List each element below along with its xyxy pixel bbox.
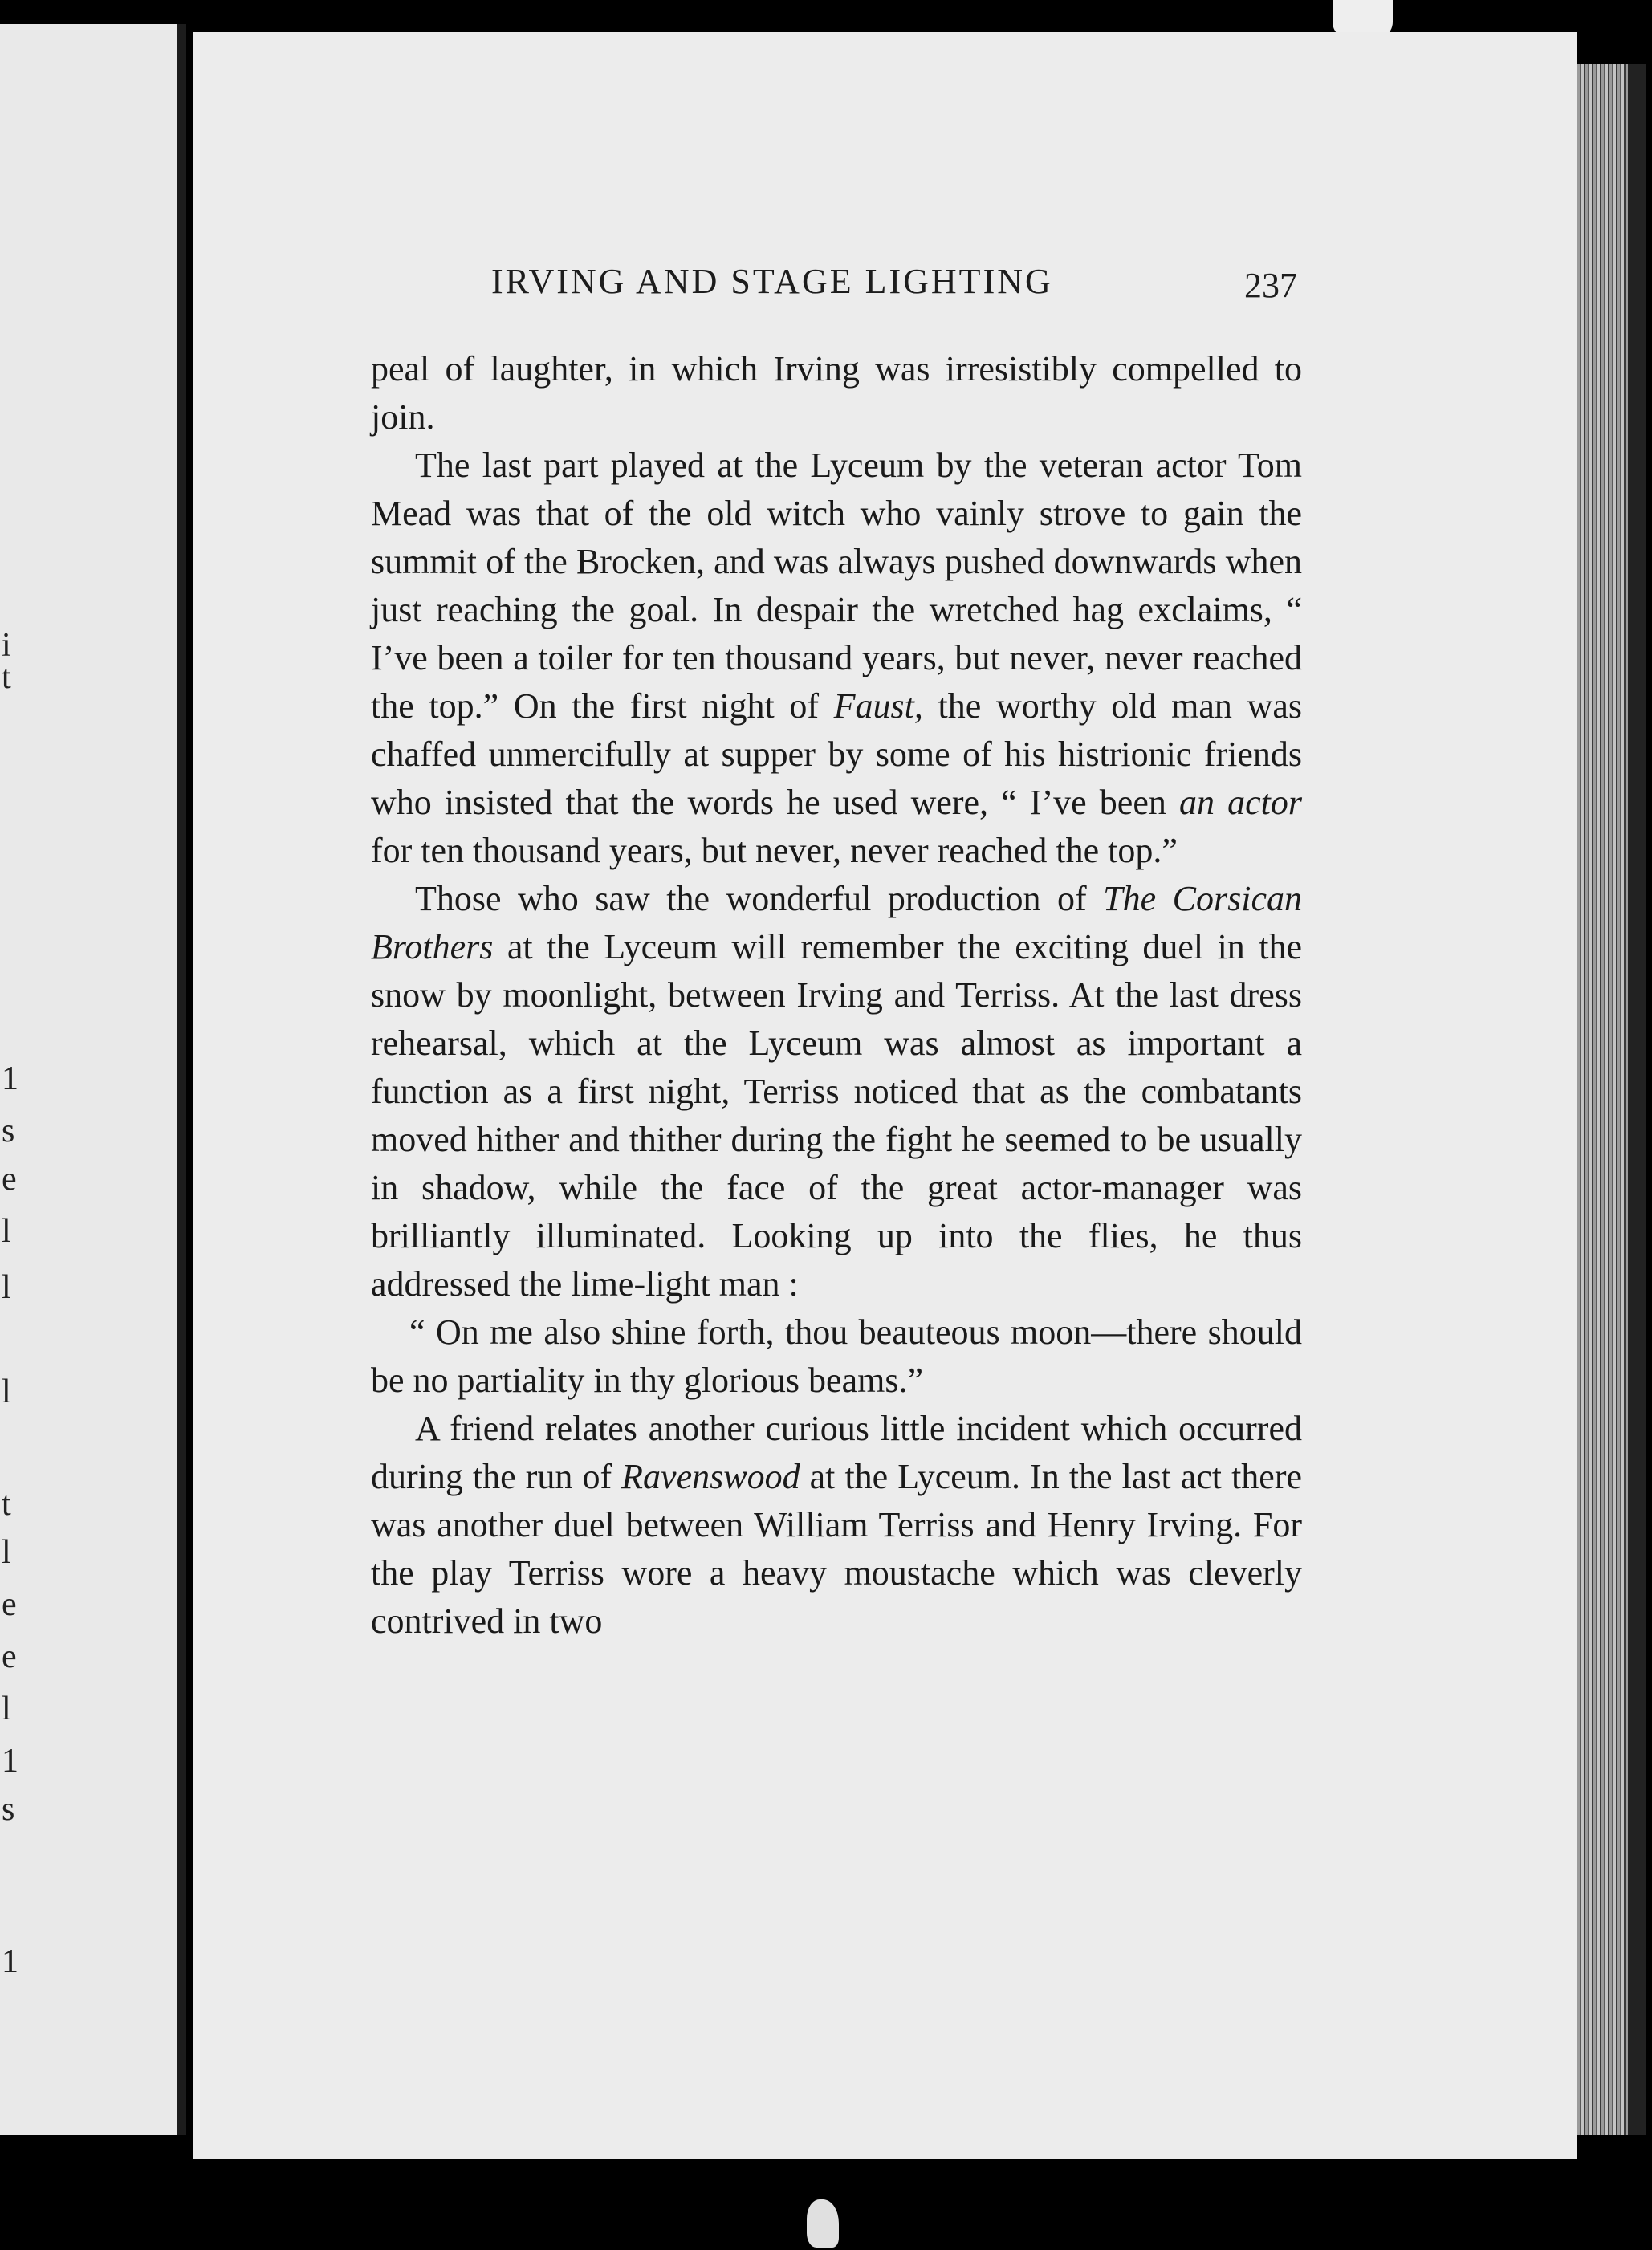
facing-page-letter: l — [2, 1269, 11, 1306]
text-run: A friend relates another curious little incident which occurred during the run of — [371, 1409, 1302, 1496]
italic-title: Ravenswood — [621, 1457, 800, 1496]
page-number: 237 — [1244, 266, 1297, 305]
text-run: “ On me also shine forth, thou beauteous moon—there should be no partiality in thy glorious beams.” — [371, 1312, 1302, 1400]
scan-artifact-bottom — [807, 2199, 839, 2248]
facing-page-edge — [0, 24, 186, 2135]
facing-page-letter: l — [2, 1373, 11, 1410]
page-stack-edges — [1577, 64, 1646, 2135]
facing-page-letter: l — [2, 1534, 11, 1571]
body-text — [371, 345, 1302, 1646]
facing-page-letter: t — [2, 659, 11, 696]
facing-page-letter: s — [2, 1113, 15, 1149]
facing-page-letter: e — [2, 1638, 17, 1675]
facing-page-letter: t — [2, 1486, 11, 1523]
paragraph — [371, 441, 1302, 875]
italic-title: The Corsican Brothers — [371, 879, 1302, 966]
book-cover-edge — [1628, 64, 1646, 2135]
facing-page-letter: 1 — [2, 1060, 18, 1097]
text-run: at the Lyceum will remember the exciting duel in the snow by moonlight, between Irving and Terriss. At the last dress rehearsal, which at the Lyceum was almost as important a function as a first night, Terriss noticed that as the combatants moved hither and thither during the fight he seemed to be usually in shadow, while the face of the great actor-manager was brilliantly illuminated. Looking up into the flies, he thus addressed the lime-light man : — [371, 927, 1302, 1304]
facing-page-letter: e — [2, 1586, 17, 1623]
text-run: the worthy old man was chaffed unmercifully at supper by some of his histrionic friends who insisted that the words he used were, “ I’ve been — [371, 686, 1303, 822]
paragraph — [371, 1405, 1302, 1646]
italic-title: an actor — [1178, 783, 1302, 822]
facing-page-letter: s — [2, 1791, 15, 1828]
italic-title: Faust, — [833, 686, 923, 726]
paragraph — [371, 875, 1302, 1308]
text-run: for ten thousand years, but never, never reached the top.” — [371, 831, 1178, 870]
text-run: peal of laughter, in which Irving was irresistibly compelled to join. — [371, 349, 1302, 437]
book-gutter — [177, 24, 186, 2135]
facing-page-letter: 1 — [2, 1943, 18, 1980]
text-run: The last part played at the Lyceum by the veteran actor Tom Mead was that of the old witch who vainly strove to gain the summit of the Brocken, and was always pushed downwards when just reaching the goal. In despair the wretched hag exclaims, “ I’ve been a toiler for ten thousand years, but never, never reached the top.” On the first night of — [371, 446, 1302, 726]
text-run: at the Lyceum. In the last act there was another duel between William Terriss and Henry Irving. For the play Terriss wore a heavy moustache which was cleverly contrived in two — [371, 1457, 1303, 1641]
facing-page-letter: l — [2, 1213, 11, 1250]
facing-page-letter: i — [2, 627, 11, 664]
facing-page-letter: l — [2, 1691, 11, 1727]
paragraph — [371, 345, 1302, 441]
text-run: Those who saw the wonderful production of — [415, 879, 1104, 918]
paragraph — [371, 1308, 1302, 1405]
facing-page-letter: e — [2, 1161, 17, 1198]
facing-page-letter: 1 — [2, 1743, 18, 1780]
running-head: IRVING AND STAGE LIGHTING — [491, 262, 1053, 301]
